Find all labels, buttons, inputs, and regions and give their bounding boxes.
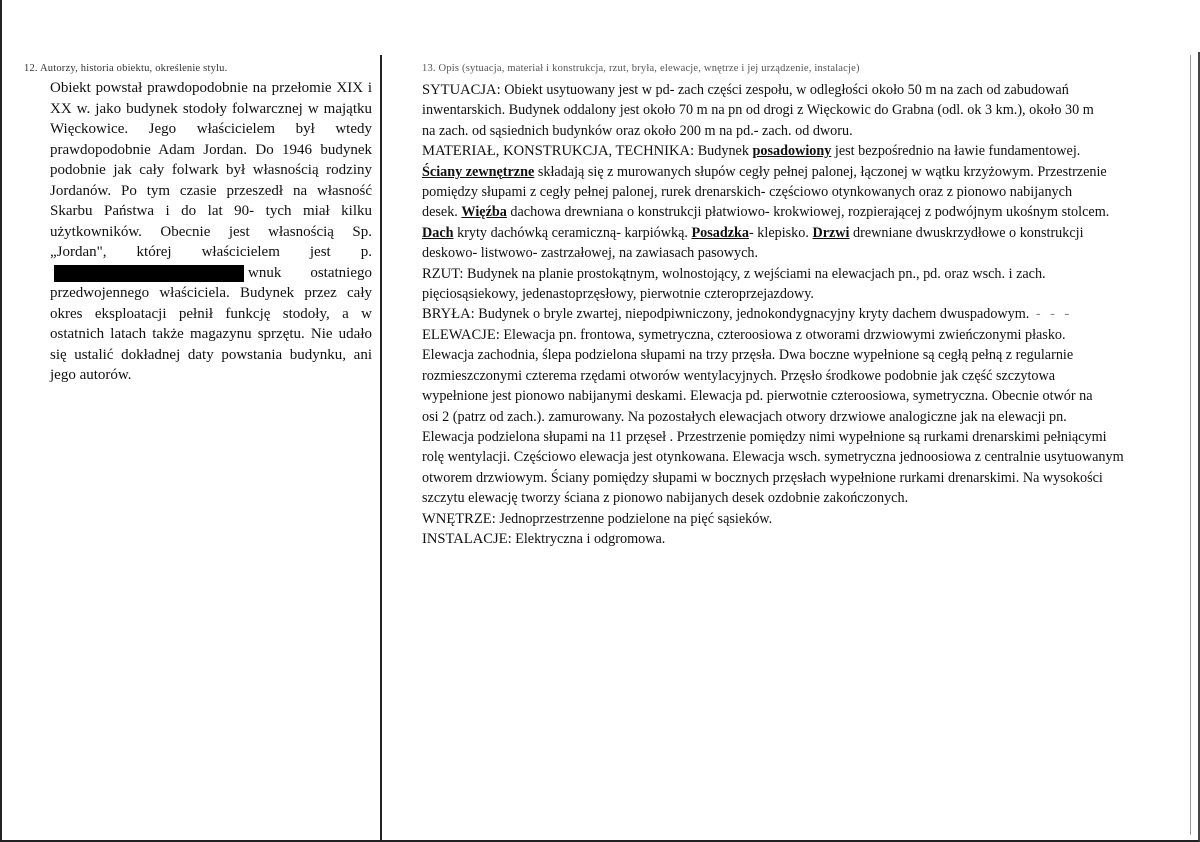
heading-sytuacja: SYTUACJA: [422,82,501,98]
desc-text: Elewacja pn. frontowa, symetryczna, czteroosiowa z otworami drzwiowymi zwieńczonymi płasko. [499,326,1066,343]
desc-line [422,162,1200,182]
underlined-term: Więźba [461,204,507,221]
desc-text: Obiekt usytuowany jest w pd- zach części zespołu, w odległości około 50 m na zach od zabudowań [500,82,1069,98]
desc-text: Budynek o bryle zwartej, niepodpiwniczony, jednokondygnacyjny kryty dachem dwuspadowym. [474,306,1030,323]
desc-line [422,304,1200,324]
underlined-term: Dach [422,224,454,241]
desc-text: drewniane dwuskrzydłowe o konstrukcji [849,224,1084,241]
desc-line: osi 2 (patrz od zach.). zamurowany. Na pozostałych elewacjach otwory drzwiowe analogiczne jak na elewacji pn. [422,408,1067,425]
desc-text: Jednoprzestrzenne podzielone na pięć sąsieków. [495,510,773,527]
underlined-term: Drzwi [812,224,850,241]
section-13-header: 13. Opis (sytuacja, materiał i konstrukcja, rzut, bryła, elewacje, wnętrze i jej urządzenie, instalacje) [422,63,860,74]
desc-text: Budynek na planie prostokątnym, wolnostojący, z wejściami na elewacjach pn., pd. oraz wsch. i zach. [463,265,1046,282]
heading-material: MATERIAŁ, KONSTRUKCJA, TECHNIKA: [422,143,695,160]
column-divider [380,55,382,842]
desc-line: pięciosąsiekowy, jedenastoprzęsłowy, pierwotnie czteroprzejazdowy. [422,286,814,303]
desc-text: dachowa drewniana o konstrukcji płatwiowo- krokwiowej, rozpierającej z podwójnym ukośnym stolcem. [506,204,1110,221]
heading-rzut: RZUT: [422,265,464,282]
desc-line: na zach. od sąsiednich budynków oraz około 200 m na pd.- zach. od dworu. [422,122,853,139]
redacted-name-block [54,265,244,282]
desc-text: składają się z murowanych słupów cegły pełnej palonej, łączonej w wątku krzyżowym. Przestrzenie [534,163,1107,180]
desc-line: wypełnione jest pionowo nabijanymi deskami. Elewacja pd. pierwotnie czteroosiowa, symetryczna. Obecnie otwór na [422,388,1093,405]
top-margin [2,0,1200,52]
history-text-part-2: wnuk ostatniego przedwojennego właściciela. Budynek przez cały okres eksploatacji pełnił funkcję stodoły, a w ostatnich latach także magazynu sprzętu. Nie udało się ustalić dokładnej daty powstania budynku, ani jego autorów. [50,264,372,383]
desc-line [422,141,1200,161]
dotted-trail: - - - [1029,306,1073,323]
desc-text: kryty dachówką ceramiczną- karpiówką. [453,224,692,241]
underlined-term: posadowiony [752,143,832,160]
underlined-term: Ściany zewnętrzne [422,163,535,180]
desc-line [422,509,1200,529]
desc-line [422,264,1200,284]
history-text [50,78,372,386]
desc-line: Elewacja zachodnia, ślepa podzielona słupami na trzy przęsła. Dwa boczne wypełnione są cegłą pełną z regularnie [422,347,1074,364]
desc-text: jest bezpośrednio na ławie fundamentowej. [831,143,1081,160]
desc-line [422,202,1200,222]
desc-text: desek. [422,204,462,221]
desc-line: szczytu elewację tworzy ściana z pionowo nabijanych desek ozdobnie zakończonych. [422,490,909,507]
desc-text: Budynek [694,143,753,160]
desc-line [422,80,1200,100]
desc-line: rozmieszczonymi czterema rzędami otworów wentylacyjnych. Przęsło środkowe podobnie jak część szczytowa [422,367,1056,384]
heading-wnetrze: WNĘTRZE: [422,510,496,527]
heading-bryla: BRYŁA: [422,306,475,323]
desc-text: - klepisko. [749,224,813,241]
heading-elewacje: ELEWACJE: [422,326,500,343]
desc-line: Elewacja podzielona słupami na 11 przęseł . Przestrzenie pomiędzy nimi wypełnione są rurkami drenarskimi pełniącymi [422,428,1107,445]
desc-text: Elektryczna i odgromowa. [511,530,666,547]
underlined-term: Posadzka [691,224,750,241]
desc-line: otworem drzwiowym. Ściany pomiędzy słupami w bocznych przęsłach wypełnione rurkami drenarskimi. Na wysokości [422,469,1103,486]
desc-line [422,325,1200,345]
description-text [422,80,1200,549]
desc-line: pomiędzy słupami z cegły pełnej palonej, rurek drenarskich- częściowo otynkowanych oraz z pionowo nabijanych [422,184,1073,201]
desc-line [422,223,1200,243]
history-text-part-1: Obiekt powstał prawdopodobnie na przełomie XIX i XX w. jako budynek stodoły folwarcznej w majątku Więckowice. Jego właścicielem był wtedy prawdopodobnie Adam Jordan. Do 1946 budynek podobnie jak cały folwark był własnością rodziny Jordanów. Po tym czasie przeszedł na własność Skarbu Państwa i do lat 90- tych miał kilku użytkowników. Obecnie jest własnością Sp. „Jordan", której właścicielem jest p. [50,80,372,260]
desc-line: rolę wentylacji. Częściowo elewacja jest otynkowana. Elewacja wsch. symetryczna jednoosiowa z centralnie usytuowanym [422,449,1124,466]
desc-line [422,529,1200,549]
desc-line: deskowo- listwowo- zastrzałowej, na zawiasach pasowych. [422,245,759,262]
section-12-header: 12. Autorzy, historia obiektu, określenie stylu. [24,63,228,74]
desc-line: inwentarskich. Budynek oddalony jest około 70 m na pn od drogi z Więckowic do Grabna (odl. ok 3 km.), około 30 m [422,102,1094,119]
heading-instalacje: INSTALACJE: [422,530,512,547]
